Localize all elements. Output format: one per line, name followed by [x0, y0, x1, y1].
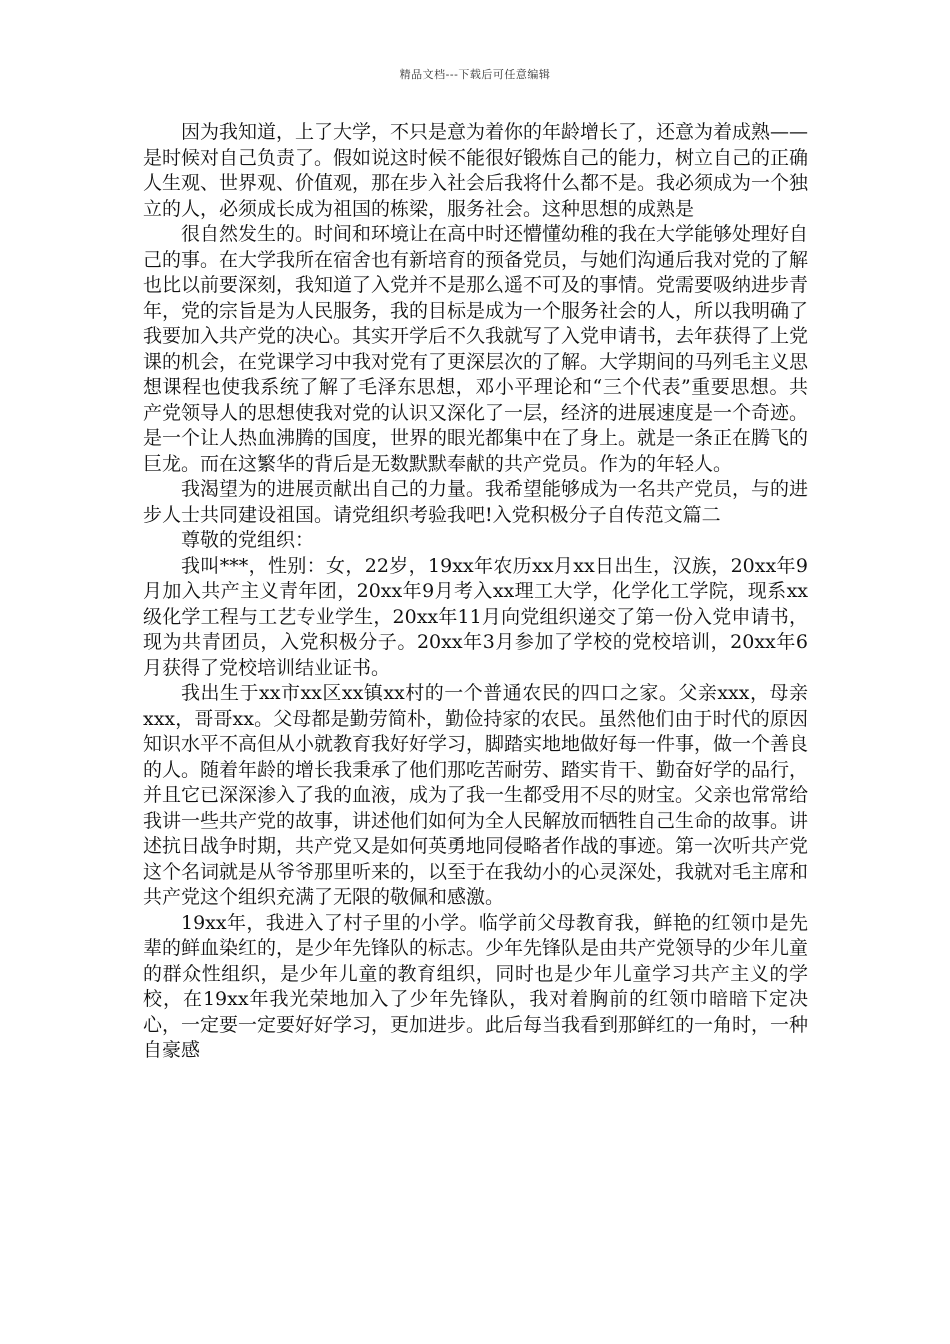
document-body [143, 120, 808, 1064]
paragraph-school: 19xx年，我进入了村子里的小学。临学前父母教育我，鲜艳的红领巾是先辈的鲜血染红的，是少年先锋队的标志。少年先锋队是由共产党领导的少年儿童的群众性组织，是少年儿童的教育组织，同时也是少年儿童学习共产主义的学校，在19xx年我光荣地加入了少年先锋队，我对着胸前的红领巾暗暗下定决心，一定要一定要好好学习，更加进步。此后每当我看到那鲜红的一角时，一种自豪感 [143, 911, 809, 1061]
paragraph-family: 我出生于xx市xx区xx镇xx村的一个普通农民的四口之家。父亲xxx，母亲xxx，哥哥xx。父母都是勤劳简朴，勤俭持家的农民。虽然他们由于时代的原因知识水平不高但从小就教育我好好学习，脚踏实地地做好每一件事，做一个善良的人。随着年龄的增长我秉承了他们那吃苦耐劳、踏实肯干、勤奋好学的品行，并且它已深深渗入了我的血液，成为了我一生都受用不尽的财宝。父亲也常常给我讲一些共产党的故事，讲述他们如何为全人民解放而牺牲自己生命的故事。讲述抗日战争时期，共产党又是如何英勇地同侵略者作战的事迹。第一次听共产党这个名词就是从爷爷那里听来的，以至于在我幼小的心灵深处，我就对毛主席和共产党这个组织充满了无限的敬佩和感激。 [143, 682, 809, 908]
page-header: 精品文档---下载后可任意编辑 [399, 68, 551, 81]
paragraph-3: 我渴望为的进展贡献出自己的力量。我希望能够成为一名共产党员，与的进步人士共同建设祖国。请党组织考验我吧!入党积极分子自传范文篇二 [143, 478, 809, 526]
salutation: 尊敬的党组织： [181, 529, 315, 551]
paragraph-1: 因为我知道，上了大学，不只是意为着你的年龄增长了，还意为着成熟——是时候对自己负责了。假如说这时候不能很好锻炼自己的能力，树立自己的正确人生观、世界观、价值观，那在步入社会后我将什么都不是。我必须成为一个独立的人，必须成长成为祖国的栋梁，服务社会。这种思想的成熟是 [143, 121, 809, 220]
paragraph-2: 很自然发生的。时间和环境让在高中时还懵懂幼稚的我在大学能够处理好自己的事。在大学我所在宿舍也有新培育的预备党员，与她们沟通后我对党的了解也比以前要深刻，我知道了入党并不是那么遥不可及的事情。党需要吸纳进步青年，党的宗旨是为人民服务，我的目标是成为一个服务社会的人，所以我明确了我要加入共产党的决心。其实开学后不久我就写了入党申请书，去年获得了上党课的机会，在党课学习中我对党有了更深层次的了解。大学期间的马列毛主义思想课程也使我系统了解了毛泽东思想，邓小平理论和“三个代表”重要思想。共产党领导人的思想使我对党的认识又深化了一层，经济的进展速度是一个奇迹。是一个让人热血沸腾的国度，世界的眼光都集中在了身上。就是一条正在腾飞的巨龙。而在这繁华的背后是无数默默奉献的共产党员。作为的年轻人。 [143, 223, 809, 475]
paragraph-personal-info: 我叫***，性别：女，22岁，19xx年农历xx月xx日出生，汉族，20xx年9月加入共产主义青年团，20xx年9月考入xx理工大学，化学化工学院，现系xx级化学工程与工艺专业学生，20xx年11月向党组织递交了第一份入党申请书，现为共青团员，入党积极分子。20xx年3月参加了学校的党校培训，20xx年6月获得了党校培训结业证书。 [143, 554, 808, 679]
